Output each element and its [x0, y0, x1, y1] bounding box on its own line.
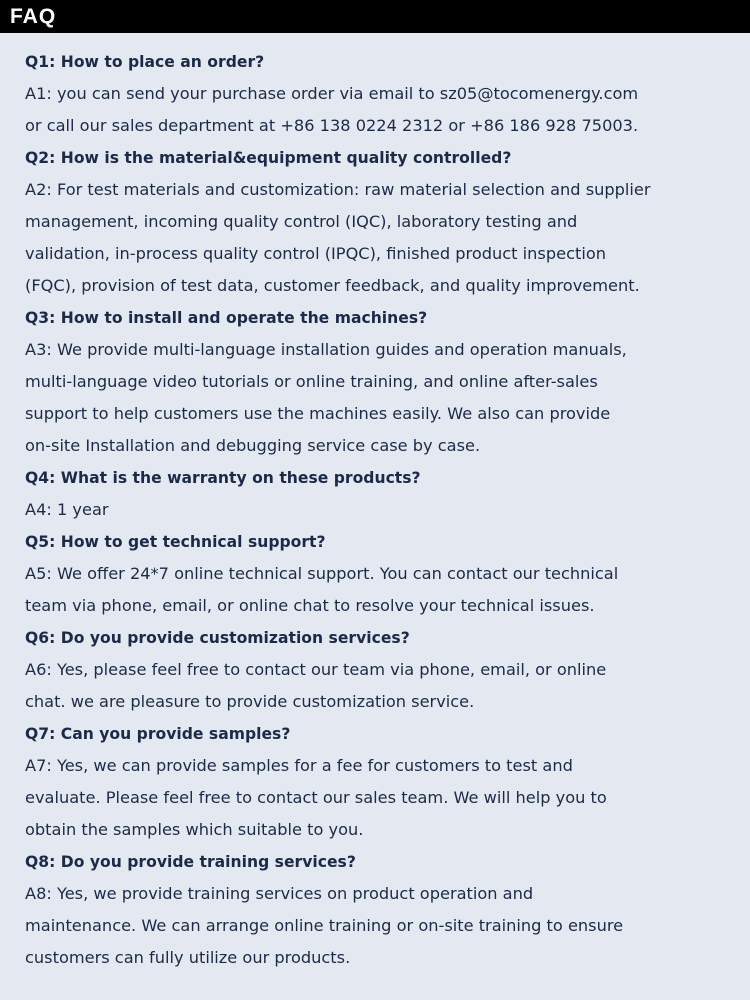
faq-item [25, 846, 740, 974]
faq-answer-line: A8: Yes, we provide training services on product operation and [25, 884, 534, 903]
faq-question: Q3: How to install and operate the machines? [25, 309, 428, 327]
faq-answer-line: A7: Yes, we can provide samples for a fee for customers to test and [25, 756, 573, 775]
faq-answer-line: on-site Installation and debugging service case by case. [25, 436, 481, 455]
faq-answer-line: customers can fully utilize our products. [25, 948, 351, 967]
faq-answer-line: A2: For test materials and customization: raw material selection and supplier [25, 180, 651, 199]
faq-question: Q8: Do you provide training services? [25, 853, 356, 871]
faq-answer-line: or call our sales department at +86 138 0224 2312 or +86 186 928 75003. [25, 116, 639, 135]
faq-answer-line: support to help customers use the machines easily. We also can provide [25, 404, 611, 423]
faq-answer-line: validation, in-process quality control (IPQC), finished product inspection [25, 244, 606, 263]
faq-answer-line: management, incoming quality control (IQC), laboratory testing and [25, 212, 578, 231]
faq-answer-line: evaluate. Please feel free to contact our sales team. We will help you to [25, 788, 607, 807]
faq-answer-line: maintenance. We can arrange online training or on-site training to ensure [25, 916, 624, 935]
faq-item [25, 142, 740, 302]
faq-answer-line: A3: We provide multi-language installation guides and operation manuals, [25, 340, 627, 359]
faq-question: Q1: How to place an order? [25, 53, 265, 71]
faq-question: Q5: How to get technical support? [25, 533, 326, 551]
page-title: FAQ [10, 5, 57, 28]
faq-answer-line: chat. we are pleasure to provide customization service. [25, 692, 475, 711]
faq-item [25, 302, 740, 462]
faq-question: Q2: How is the material&equipment quality controlled? [25, 149, 512, 167]
faq-item [25, 462, 740, 526]
faq-item [25, 46, 740, 142]
faq-answer-line: A5: We offer 24*7 online technical support. You can contact our technical [25, 564, 619, 583]
faq-header-bar [0, 0, 750, 33]
faq-item [25, 622, 740, 718]
faq-answer-line: multi-language video tutorials or online training, and online after-sales [25, 372, 598, 391]
faq-list [25, 46, 740, 974]
faq-answer-line: A6: Yes, please feel free to contact our team via phone, email, or online [25, 660, 607, 679]
faq-answer-line: obtain the samples which suitable to you. [25, 820, 364, 839]
faq-question: Q6: Do you provide customization services? [25, 629, 410, 647]
faq-answer-line: team via phone, email, or online chat to resolve your technical issues. [25, 596, 595, 615]
faq-question: Q7: Can you provide samples? [25, 725, 291, 743]
faq-item [25, 526, 740, 622]
faq-answer-line: A4: 1 year [25, 500, 109, 519]
faq-question: Q4: What is the warranty on these products? [25, 469, 421, 487]
faq-answer-line: (FQC), provision of test data, customer feedback, and quality improvement. [25, 276, 640, 295]
faq-answer-line: A1: you can send your purchase order via email to sz05@tocomenergy.com [25, 84, 639, 103]
faq-item [25, 718, 740, 846]
